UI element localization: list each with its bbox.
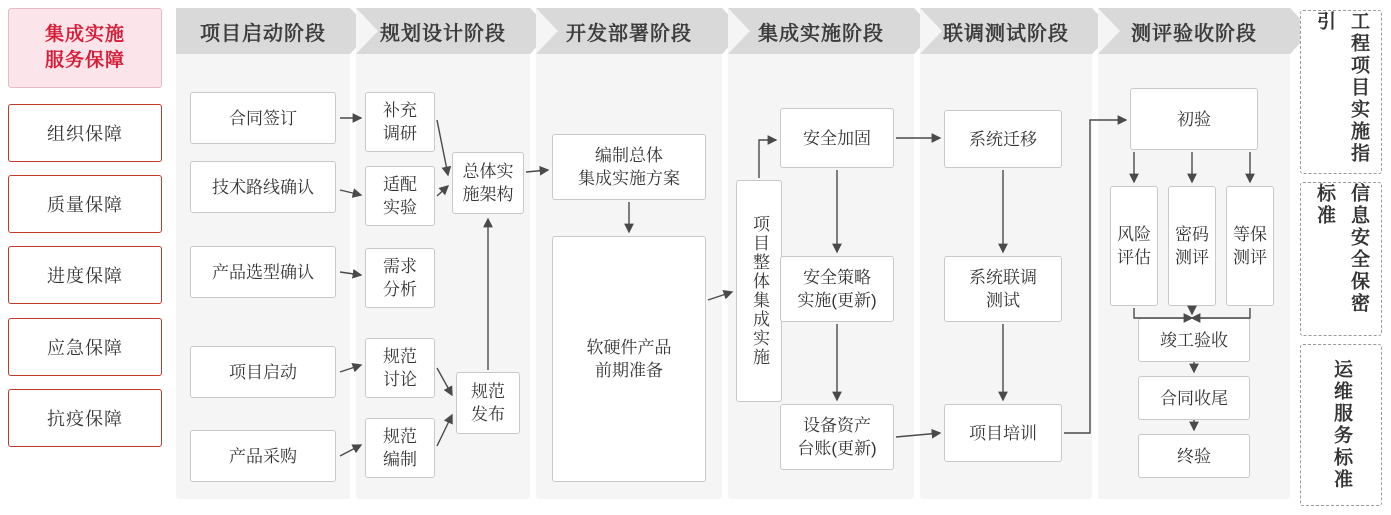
task-box-product-purchase[interactable] <box>190 430 336 482</box>
phase-header-label: 项目启动阶段 <box>200 22 326 45</box>
assurance-item-0[interactable] <box>8 104 162 162</box>
task-label: 风险 评估 <box>1117 225 1151 267</box>
task-box-security-policy[interactable] <box>780 256 894 322</box>
task-box-completion-acceptance[interactable] <box>1138 318 1250 362</box>
task-label: 安全加固 <box>803 128 871 148</box>
standard-label: 运维服务标准 <box>1331 359 1352 491</box>
task-label: 安全策略 实施(更新) <box>797 268 877 310</box>
standard-card-engineering[interactable] <box>1300 10 1382 174</box>
task-box-preliminary-acceptance[interactable] <box>1130 88 1258 150</box>
task-label: 初验 <box>1177 109 1211 129</box>
left-assurance-column <box>8 8 160 507</box>
task-label: 总体实 施架构 <box>462 162 514 204</box>
task-label: 补充 调研 <box>383 101 417 143</box>
phase-header-4[interactable] <box>920 8 1092 54</box>
task-label: 终验 <box>1177 446 1211 466</box>
task-box-product-selection[interactable] <box>190 246 336 298</box>
phase-header-label: 集成实施阶段 <box>758 22 884 45</box>
assurance-item-label: 质量保障 <box>47 195 123 215</box>
task-box-adaptation-experiment[interactable] <box>365 166 435 226</box>
task-box-contract-signing[interactable] <box>190 92 336 144</box>
task-label: 项目培训 <box>969 423 1037 443</box>
task-label: 规范 编制 <box>383 427 417 469</box>
phase-header-1[interactable] <box>356 8 530 54</box>
assurance-item-3[interactable] <box>8 318 162 376</box>
task-label: 项目启动 <box>229 362 297 382</box>
standard-label: 工程项目实施指引 <box>1314 11 1369 165</box>
task-box-overall-integration[interactable] <box>736 180 782 402</box>
assurance-item-1[interactable] <box>8 175 162 233</box>
task-label: 合同签订 <box>229 108 297 128</box>
task-label: 产品选型确认 <box>212 262 314 282</box>
task-label: 产品采购 <box>229 446 297 466</box>
standard-label: 信息安全保密标准 <box>1314 183 1369 315</box>
task-box-system-migration[interactable] <box>944 110 1062 168</box>
assurance-item-4[interactable] <box>8 389 162 447</box>
task-box-hw-sw-preparation[interactable] <box>552 236 706 482</box>
phase-header-0[interactable] <box>176 8 350 54</box>
assurance-item-2[interactable] <box>8 246 162 304</box>
task-label: 密码 测评 <box>1175 225 1209 267</box>
phase-header-label: 测评验收阶段 <box>1131 22 1257 45</box>
phase-header-5[interactable] <box>1098 8 1290 54</box>
task-label: 适配 实验 <box>383 175 417 217</box>
assurance-item-label: 应急保障 <box>47 338 123 358</box>
left-panel-title-line2: 服务保障 <box>44 50 125 71</box>
phase-header-label: 规划设计阶段 <box>380 22 506 45</box>
task-label: 编制总体 集成实施方案 <box>578 146 680 188</box>
left-panel-title-line1: 集成实施 <box>44 24 125 45</box>
task-box-security-hardening[interactable] <box>780 108 894 168</box>
task-box-spec-drafting[interactable] <box>365 418 435 478</box>
assurance-item-label: 进度保障 <box>47 266 123 286</box>
assurance-item-label: 组织保障 <box>47 124 123 144</box>
task-box-overall-architecture[interactable] <box>452 152 524 214</box>
task-box-risk-assessment[interactable] <box>1110 186 1158 306</box>
task-box-spec-release[interactable] <box>456 372 520 434</box>
phase-header-2[interactable] <box>536 8 722 54</box>
task-label: 合同收尾 <box>1160 388 1228 408</box>
task-box-tech-route[interactable] <box>190 161 336 213</box>
task-label: 竣工验收 <box>1160 330 1228 350</box>
task-label: 需求 分析 <box>383 257 417 299</box>
task-box-requirement-analysis[interactable] <box>365 248 435 308</box>
task-label: 系统联调 测试 <box>969 268 1037 310</box>
task-label: 项目整体集成实施 <box>750 215 769 367</box>
task-label: 规范 发布 <box>471 382 505 424</box>
task-box-asset-ledger[interactable] <box>780 404 894 470</box>
phase-header-label: 联调测试阶段 <box>943 22 1069 45</box>
task-box-contract-closure[interactable] <box>1138 376 1250 420</box>
task-label: 技术路线确认 <box>212 177 314 197</box>
task-box-supplementary-research[interactable] <box>365 92 435 152</box>
task-box-project-kickoff[interactable] <box>190 346 336 398</box>
task-label: 设备资产 台账(更新) <box>797 416 877 458</box>
standard-card-operations[interactable] <box>1300 344 1382 506</box>
task-label: 等保 测评 <box>1233 225 1267 267</box>
phase-header-3[interactable] <box>728 8 914 54</box>
assurance-item-label: 抗疫保障 <box>47 409 123 429</box>
task-box-project-training[interactable] <box>944 404 1062 462</box>
task-box-crypto-evaluation[interactable] <box>1168 186 1216 306</box>
task-box-overall-plan[interactable] <box>552 134 706 200</box>
left-panel-title <box>8 8 162 88</box>
phase-header-label: 开发部署阶段 <box>566 22 692 45</box>
standard-card-security[interactable] <box>1300 182 1382 336</box>
task-label: 系统迁移 <box>969 129 1037 149</box>
task-label: 软硬件产品 前期准备 <box>586 338 672 380</box>
task-box-joint-testing[interactable] <box>944 256 1062 322</box>
task-box-final-acceptance[interactable] <box>1138 434 1250 478</box>
task-box-mlps-evaluation[interactable] <box>1226 186 1274 306</box>
task-box-spec-discussion[interactable] <box>365 338 435 398</box>
task-label: 规范 讨论 <box>383 347 417 389</box>
